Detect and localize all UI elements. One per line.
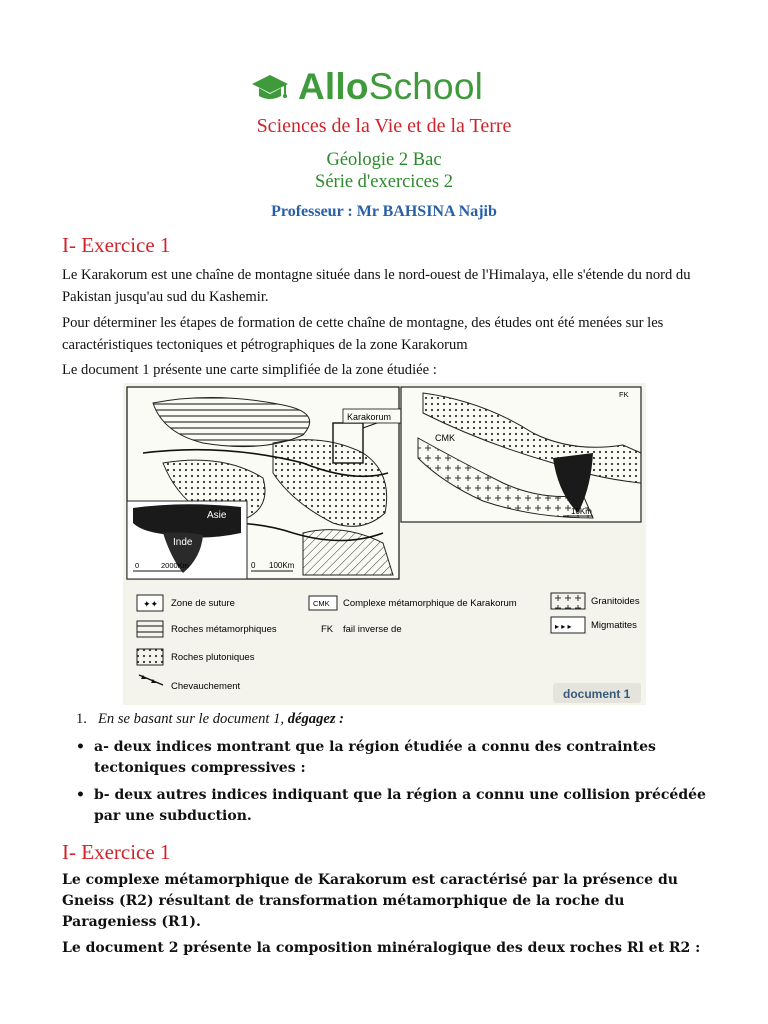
exercise-1-paragraph-1: Le Karakorum est une chaîne de montagne située dans le nord-ouest de l'Himalaya, elle s'étende du nord du Pakistan jusqu'au sud du Kashemir. [62, 267, 691, 305]
legend-granitoids-swatch [551, 593, 585, 609]
graduation-cap-icon [250, 67, 290, 107]
legend-suture-label: Zone de suture [171, 598, 235, 609]
professor-name: Professeur : Mr BAHSINA Najib [271, 203, 497, 220]
legend-fk-label: fail inverse de [343, 624, 402, 635]
document-1-figure [123, 383, 646, 705]
bullet-b-text: b- deux autres indices indiquant que la région a connu une collision précédée par une subduction. [94, 787, 706, 824]
question-1-bullet-b [76, 785, 716, 827]
legend-fk-key: FK [321, 624, 334, 635]
asie-label: Asie [207, 510, 227, 521]
inde-label: Inde [173, 537, 193, 548]
bullet-dot-icon: • [76, 787, 85, 803]
legend-thrust-label: Chevauchement [171, 681, 241, 692]
main-scale-value: 100Km [269, 561, 295, 570]
inset-scale-zero: 0 [135, 561, 140, 570]
brand-name-regular: School [368, 66, 484, 107]
legend-cmk-label: Complexe métamorphique de Karakorum [343, 598, 517, 609]
legend [137, 593, 640, 692]
main-scale-zero: 0 [251, 561, 256, 570]
question-1-intro: En se basant sur le document 1, [98, 711, 288, 727]
question-1-number: 1. [76, 711, 87, 727]
exercise-1-paragraph-2: Pour déterminer les étapes de formation de cette chaîne de montagne, des études ont été menées sur les caractéristiques tectoniques et pétrographiques de la zone Karakorum [62, 315, 664, 353]
exercise-2-title: I- Exercice 1 [62, 840, 171, 864]
legend-metamorphic-label: Roches métamorphiques [171, 624, 277, 635]
legend-plutonic-label: Roches plutoniques [171, 652, 255, 663]
legend-migmatites-icon: ▸ ▸ ▸ [555, 622, 572, 631]
question-1-intro-bold: dégagez : [287, 711, 345, 727]
brand-name [298, 66, 483, 108]
legend-metamorphic-swatch [137, 621, 163, 637]
cmk-label: CMK [435, 433, 455, 443]
alloschool-logo[interactable] [250, 64, 483, 110]
exercise-2-paragraph-1: Le complexe métamorphique de Karakorum est caractérisé par la présence du Gneiss (R2) résultant de transformation métamorphique de la roche du Parageniess (R1). [62, 872, 678, 930]
bullet-a-text: a- deux indices montrant que la région étudiée a connu des contraintes tectoniques compressives : [94, 739, 656, 776]
legend-plutonic-swatch [137, 649, 163, 665]
exercise-2-paragraph-2: Le document 2 présente la composition minéralogique des deux roches Rl et R2 : [62, 940, 701, 956]
exercise-1-paragraph-3: Le document 1 présente une carte simplifiée de la zone étudiée : [62, 362, 437, 378]
zoom-scale-value: 10Km [571, 507, 592, 516]
legend-suture-icon: ✦✦ [143, 599, 159, 609]
exercise-1-title: I- Exercice 1 [62, 233, 171, 257]
question-1-bullet-a [76, 737, 716, 779]
document-1-map [123, 383, 646, 705]
series-title: Série d'exercices 2 [315, 172, 453, 192]
question-1 [76, 711, 344, 728]
bullet-dot-icon: • [76, 739, 85, 755]
legend-granitoids-label: Granitoides [591, 596, 640, 607]
inset-scale-value: 2000Km [161, 561, 189, 570]
brand-name-bold: Allo [298, 66, 369, 107]
figure-caption: document 1 [563, 687, 631, 701]
subject-title: Sciences de la Vie et de la Terre [256, 115, 512, 137]
fk-label: FK [619, 390, 629, 399]
legend-migmatites-label: Migmatites [591, 620, 637, 631]
legend-cmk-key: CMK [313, 599, 330, 608]
course-title: Géologie 2 Bac [326, 150, 442, 170]
karakorum-label: Karakorum [347, 412, 392, 422]
